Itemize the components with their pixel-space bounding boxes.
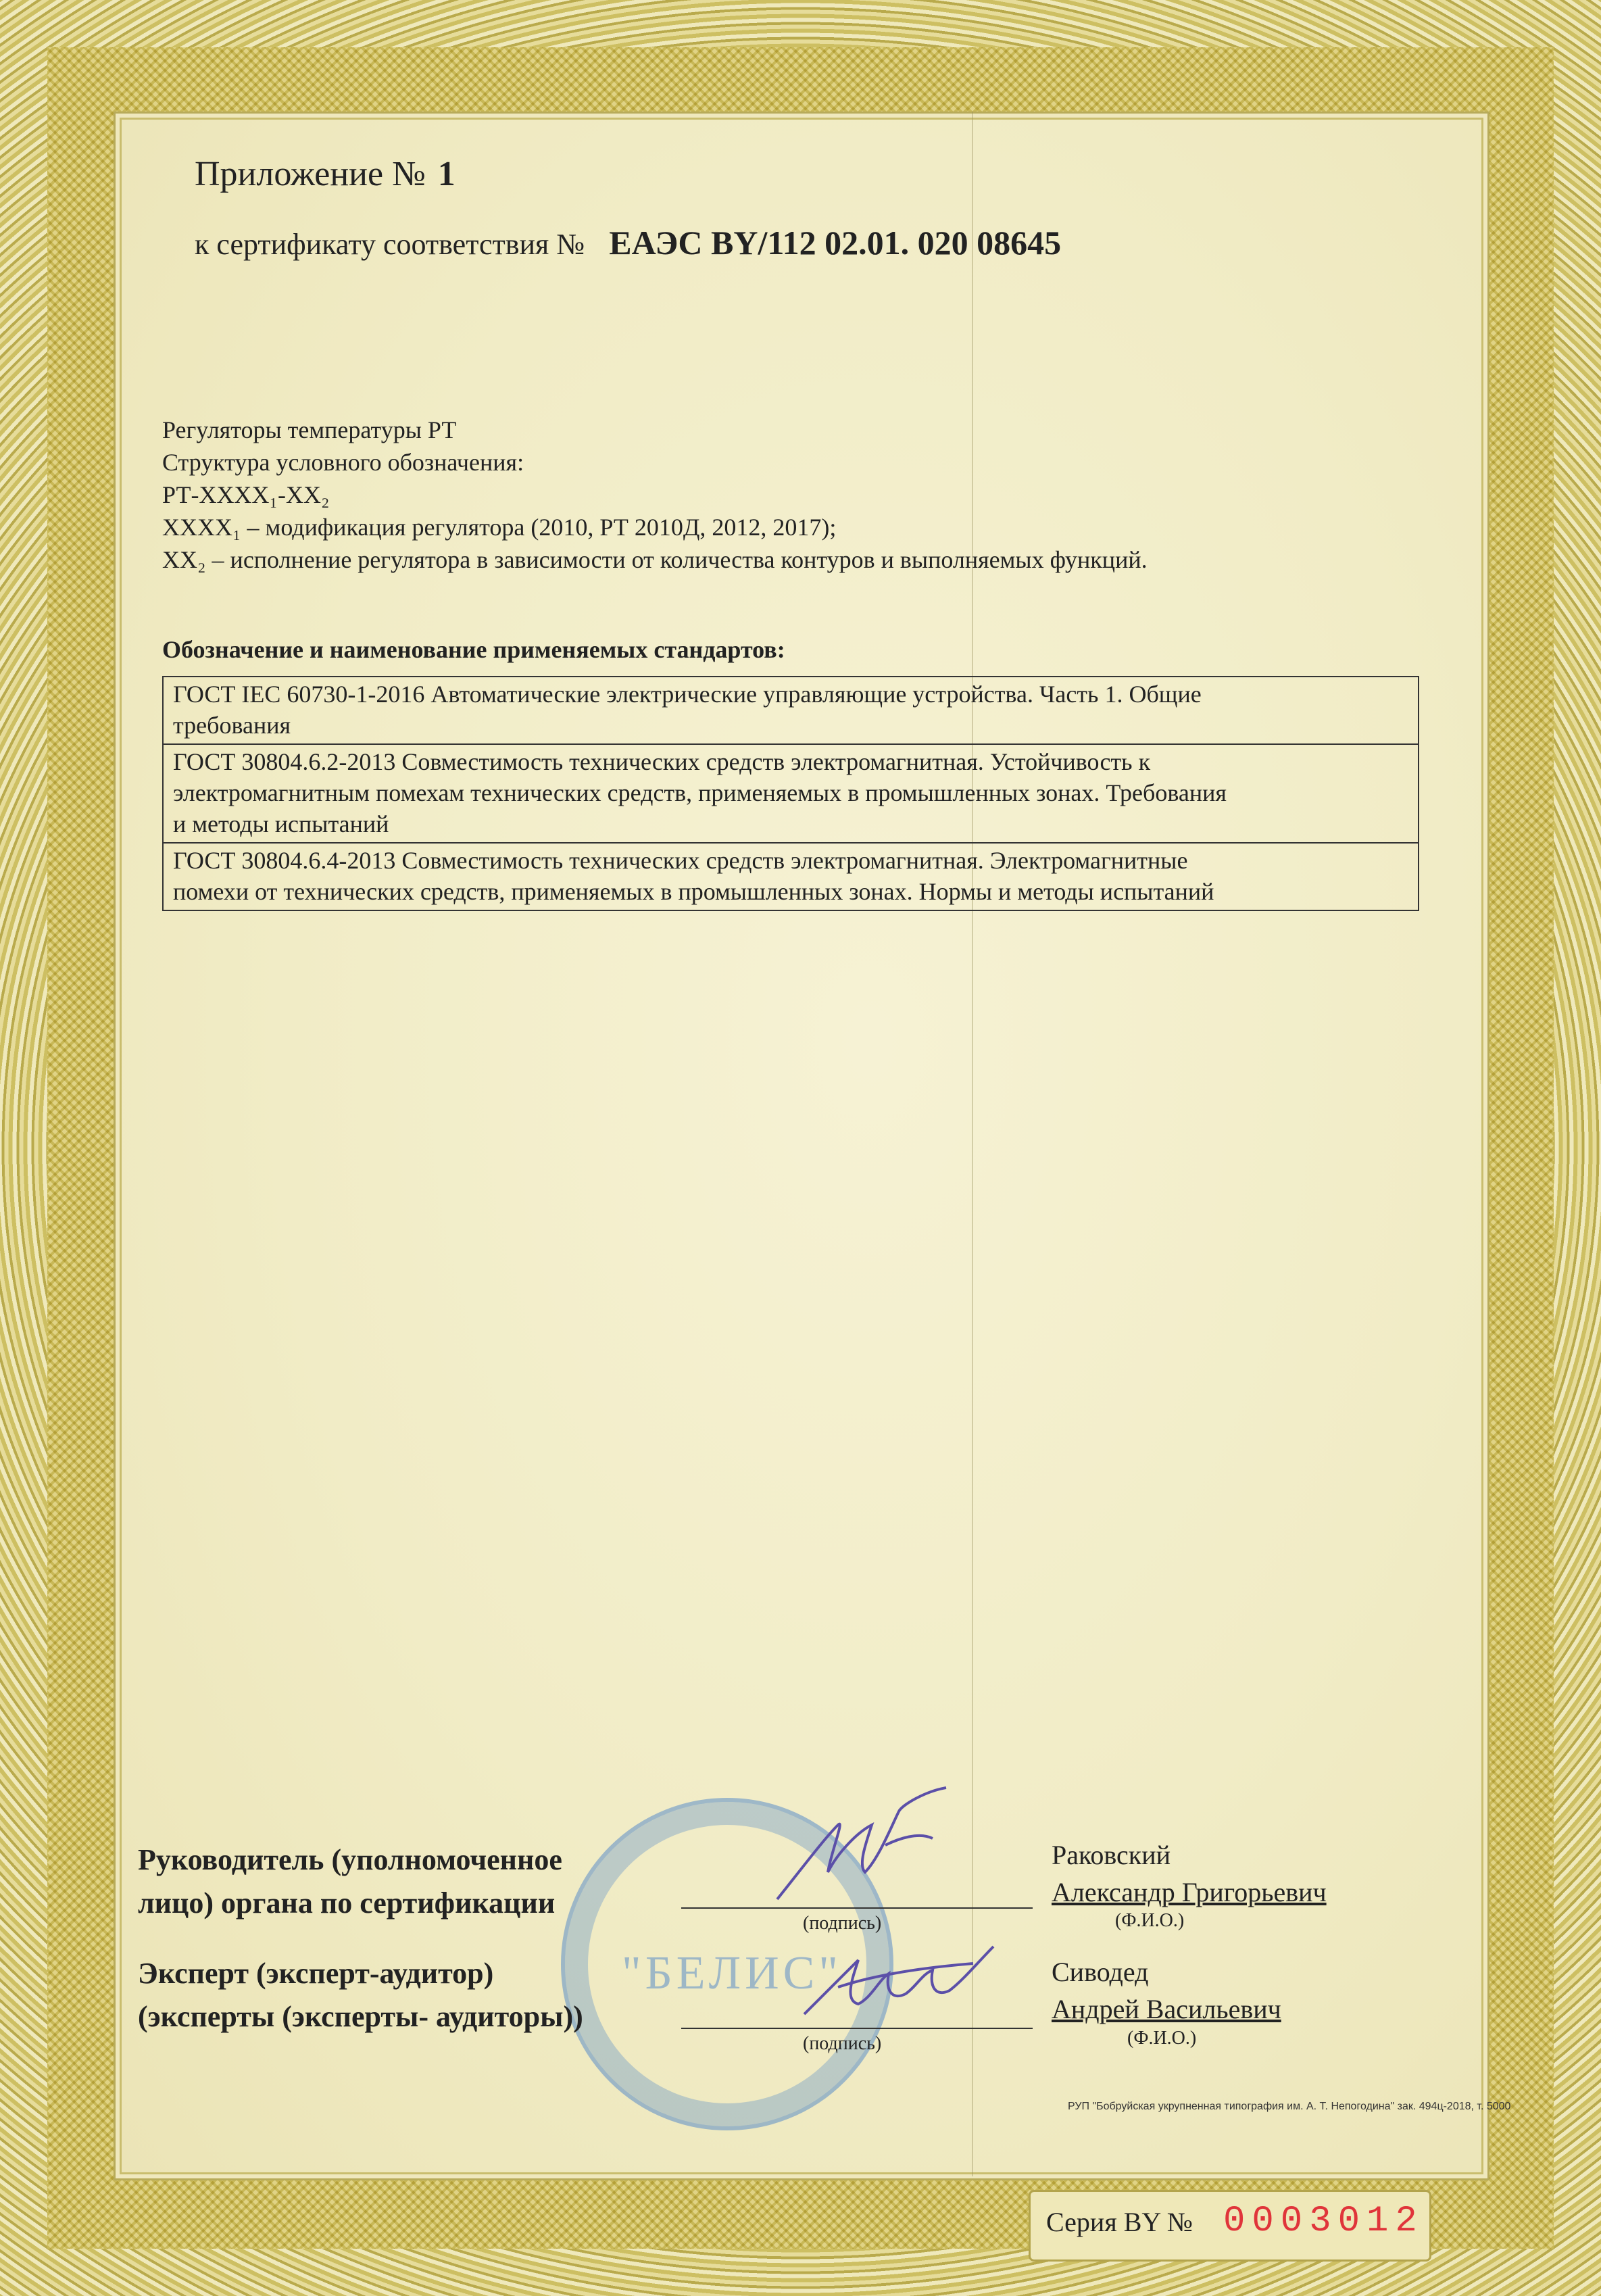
cell-line: ГОСТ 30804.6.4-2013 Совместимость технических средств электромагнитная. Электромагнитные <box>173 847 1188 874</box>
cell-line: и методы испытаний <box>173 810 389 837</box>
certificate-reference <box>195 223 1061 262</box>
head-signature-label: (подпись) <box>803 1913 882 1934</box>
expert-signature-label: (подпись) <box>803 2033 882 2054</box>
description-line: XXXX₁ – модификация регулятора (2010, РТ 2010Д, 2012, 2017); <box>162 514 837 541</box>
table-cell <box>163 744 1419 843</box>
table-cell <box>163 677 1419 744</box>
head-role-line: Руководитель (уполномоченное <box>138 1843 562 1876</box>
description-line: РТ-XXXX₁-XX₂ <box>162 481 330 508</box>
expert-role-line: (эксперты (эксперты- аудиторы)) <box>138 2000 583 2033</box>
cell-line: помехи от технических средств, применяемых в промышленных зонах. Нормы и методы испытаний <box>173 878 1214 905</box>
certificate-number: ЕАЭС BY/112 02.01. 020 08645 <box>609 224 1062 262</box>
expert-signature <box>797 1933 1000 2028</box>
head-signature <box>764 1784 966 1913</box>
stamp-text: "БЕЛИС" <box>622 1947 842 1999</box>
annex-title <box>195 154 455 194</box>
series-label: Серия BY № <box>1046 2207 1193 2237</box>
head-role-line: лицо) органа по сертификации <box>138 1886 556 1920</box>
standards-heading: Обозначение и наименование применяемых стандартов: <box>162 636 785 663</box>
annex-title-label: Приложение № <box>195 155 426 193</box>
cell-line: требования <box>173 712 291 739</box>
table-cell <box>163 843 1419 910</box>
cell-line: ГОСТ 30804.6.2-2013 Совместимость технических средств электромагнитная. Устойчивость к <box>173 748 1151 775</box>
expert-fio-label: (Ф.И.О.) <box>1127 2028 1197 2049</box>
head-role <box>138 1838 562 1925</box>
expert-role-line: Эксперт (эксперт-аудитор) <box>138 1957 494 1990</box>
head-surname: Раковский <box>1052 1840 1171 1870</box>
certificate-reference-label: к сертификату соответствия № <box>195 228 585 261</box>
description-line: XX₂ – исполнение регулятора в зависимости от количества контуров и выполняемых функций. <box>162 546 1148 573</box>
table-row <box>163 677 1419 744</box>
expert-full-name: Андрей Васильевич <box>1052 1994 1281 2024</box>
description-line: Регуляторы температуры РТ <box>162 416 457 443</box>
head-full-name: Александр Григорьевич <box>1052 1877 1327 1907</box>
cell-line: ГОСТ IEC 60730-1-2016 Автоматические электрические управляющие устройства. Часть 1. Общие <box>173 681 1202 708</box>
expert-role <box>138 1952 583 2038</box>
head-fio-label: (Ф.И.О.) <box>1115 1910 1185 1931</box>
cell-line: электромагнитным помехам технических средств, применяемых в промышленных зонах. Требования <box>173 779 1227 806</box>
expert-signature-line <box>681 2028 1033 2029</box>
description-line: Структура условного обозначения: <box>162 449 524 476</box>
standards-table <box>162 676 1419 911</box>
printing-info: РУП "Бобруйская укрупненная типография им. А. Т. Непогодина" зак. 494ц-2018, т. 5000 <box>1068 2101 1511 2112</box>
table-row <box>163 843 1419 910</box>
expert-surname: Сиводед <box>1052 1957 1149 1987</box>
series-number: 0003012 <box>1223 2201 1424 2242</box>
product-description <box>162 414 1148 576</box>
annex-number: 1 <box>437 155 455 193</box>
table-row <box>163 744 1419 843</box>
